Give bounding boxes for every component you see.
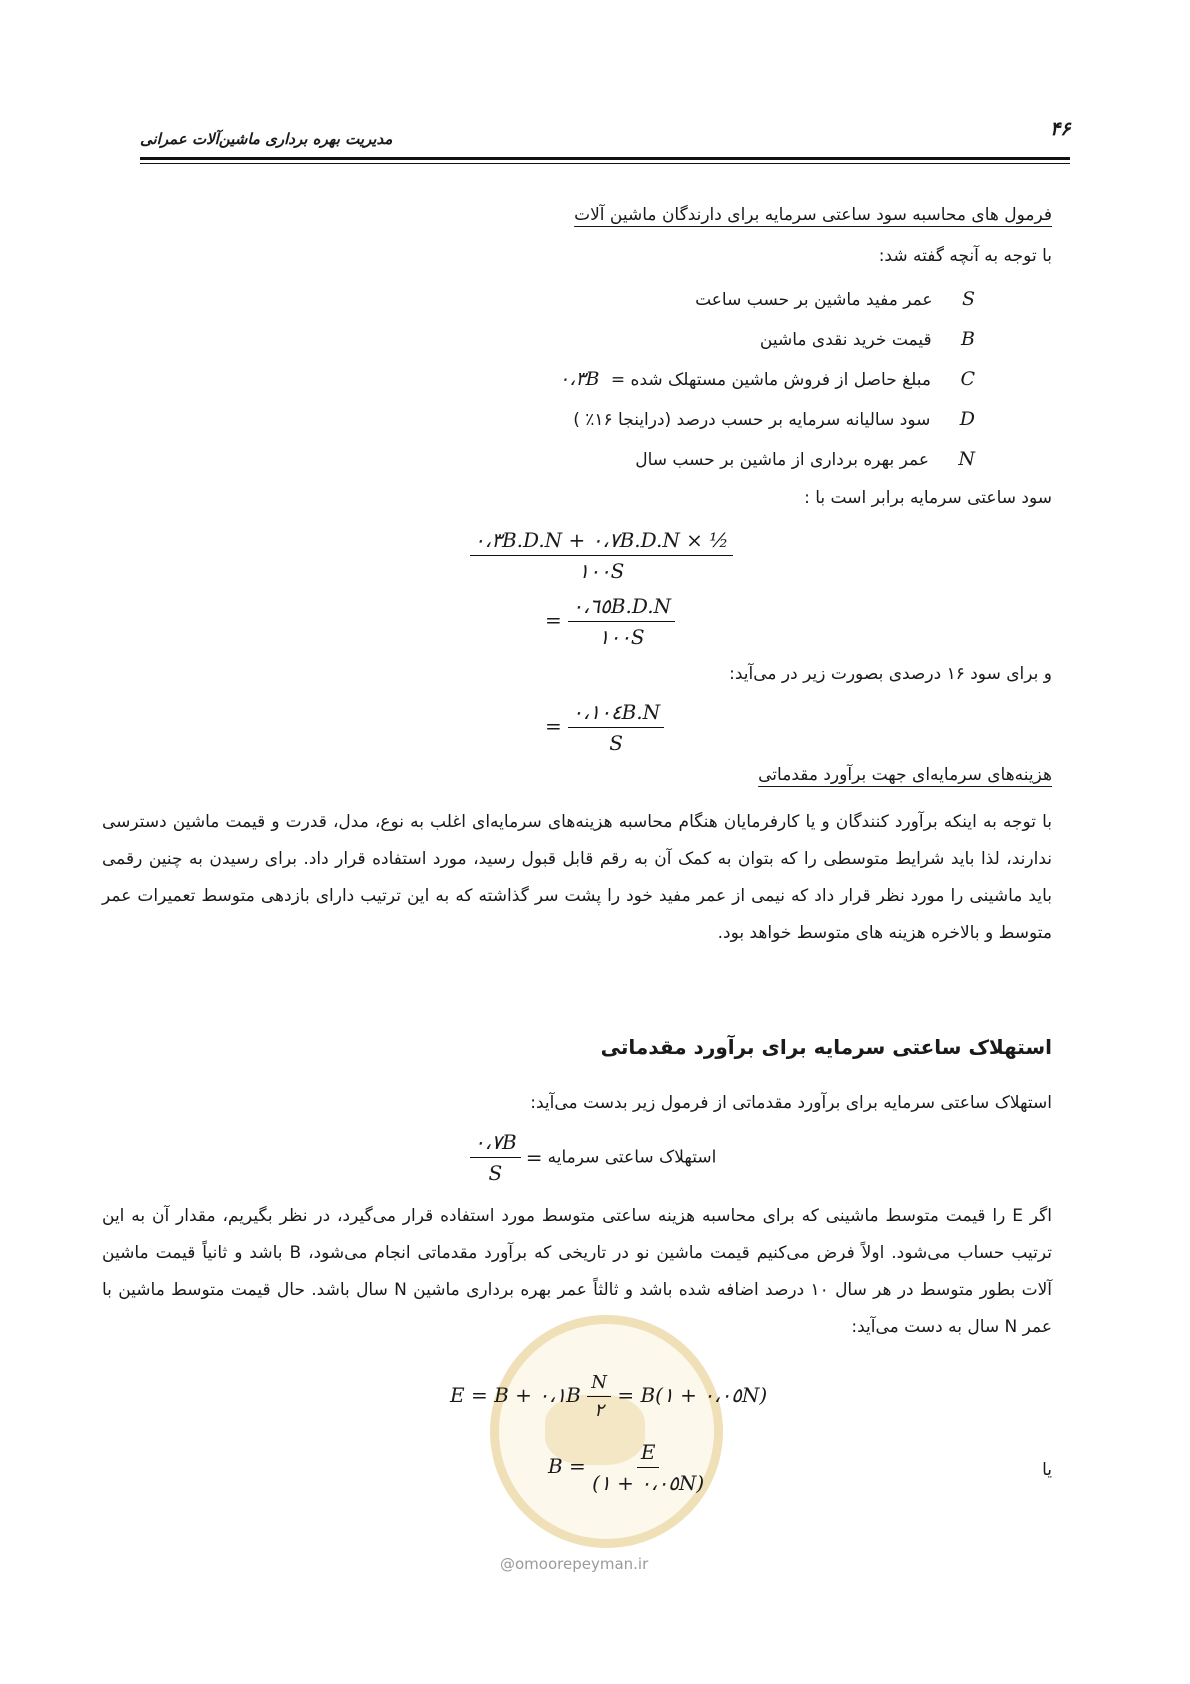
section-heading-hourly-profit: فرمول های محاسبه سود ساعتی سرمایه برای دارندگان ماشین آلات	[574, 205, 1052, 225]
intro-text: با توجه به آنچه گفته شد:	[878, 246, 1052, 266]
def-row-s	[695, 288, 975, 310]
eq2-den: (۱ + ۰،۰٥N)	[592, 1471, 705, 1495]
def-text-c: مبلغ حاصل از فروش ماشین مستهلک شده =	[610, 370, 932, 390]
sixteen-percent-text: و برای سود ۱۶ درصدی بصورت زیر در می‌آید:	[729, 664, 1052, 684]
formula3-denominator: S	[609, 731, 623, 755]
def-row-b	[760, 328, 975, 350]
symbol-d: D	[959, 408, 975, 430]
header-rule-thick	[140, 157, 1070, 160]
formula1-numerator: ۰،۳B.D.N + ۰،۷B.D.N × ½	[470, 528, 733, 556]
def-text-d: سود سالیانه سرمایه بر حسب درصد (دراینجا ۱۶٪ )	[573, 410, 931, 430]
depreciation-denominator: S	[488, 1161, 503, 1185]
symbol-c: C	[960, 368, 975, 390]
depreciation-numerator: ۰،۷B	[470, 1130, 521, 1158]
depreciation-intro: استهلاک ساعتی سرمایه برای برآورد مقدماتی از فرمول زیر بدست می‌آید:	[530, 1093, 1052, 1113]
average-price-paragraph: اگر E را قیمت متوسط ماشینی که برای محاسبه هزینه ساعتی متوسط مورد استفاده قرار می‌گیرد، در نظر بگیریم، مقدار آن به این ترتیب حساب می‌شود. اولاً فرض می‌کنیم قیمت ماشین نو در تاریخی که برآورد مقدماتی انجام می‌شود، B باشد و ثانیاً قیمت ماشین آلات بطور متوسط در هر سال ۱۰ درصد اضافه شده باشد و ثالثاً عمر بهره برداری ماشین N سال باشد. حال قیمت متوسط ماشین با عمر N سال به دست می‌آید:	[102, 1206, 1053, 1337]
depreciation-label: استهلاک ساعتی سرمایه	[547, 1147, 717, 1168]
def-row-d	[573, 408, 975, 430]
formula-depreciation	[470, 1130, 716, 1185]
section-heading-depreciation: استهلاک ساعتی سرمایه برای برآورد مقدماتی	[600, 1035, 1052, 1059]
formula2-denominator: ۱۰۰S	[598, 625, 645, 649]
watermark-site: @omoorepeyman.ir	[500, 1555, 649, 1573]
formula1-denominator: ۱۰۰S	[578, 559, 625, 583]
running-header-title: مدیریت بهره برداری ماشین‌آلات عمرانی	[140, 130, 393, 148]
page-number: ۴۶	[1050, 118, 1071, 140]
def-text-n: عمر بهره برداری از ماشین بر حسب سال	[635, 450, 929, 470]
symbol-n: N	[958, 448, 975, 470]
eq1-left: E = B + ۰،۱B	[450, 1383, 581, 1407]
equation-average-price	[450, 1372, 767, 1421]
depreciation-equals: =	[525, 1145, 543, 1170]
def-row-c	[559, 368, 975, 390]
capital-costs-paragraph: با توجه به اینکه برآورد کنندگان و یا کارفرمایان هنگام محاسبه هزینه‌های سرمایه‌ای اغلب به نوع، مدل، قدرت و قیمت ماشین دسترسی ندارند، لذا باید شرایط متوسطی را که بتوان به کمک آن به رقم قابل قبول رسید، مورد استفاده قرار داد. برای رسیدن به چنین رقمی باید ماشینی را مورد نظر قرار داد که نیمی از عمر مفید خود را پشت سر گذاشته که به این ترتیب دارای بازدهی متوسط تعمیرات عمر متوسط و بالاخره هزینه های متوسط خواهد بود.	[102, 812, 1052, 943]
symbol-s: S	[961, 288, 975, 310]
formula-profit-general	[470, 528, 733, 583]
formula-profit-simplified	[545, 594, 675, 649]
eq2-num: E	[637, 1440, 660, 1468]
formula3-equals: =	[545, 714, 562, 738]
def-text-s: عمر مفید ماشین بر حسب ساعت	[695, 290, 933, 310]
formula-profit-16	[545, 700, 664, 755]
header-rule-thin	[140, 163, 1070, 164]
symbol-b: B	[961, 328, 975, 350]
def-extra-c: ۰،۳B	[558, 368, 600, 390]
formula3-numerator: ۰،۱۰٤B.N	[568, 700, 664, 728]
eq1-frac-den: ۲	[594, 1400, 604, 1421]
eq1-frac-num: N	[587, 1372, 611, 1397]
eq2-left: B =	[548, 1454, 586, 1478]
def-row-n	[635, 448, 975, 470]
formula2-equals: =	[545, 608, 562, 632]
def-text-b: قیمت خرید نقدی ماشین	[759, 330, 932, 350]
eq1-right: = B(۱ + ۰،۰٥N)	[617, 1383, 768, 1407]
formula2-numerator: ۰،٦٥B.D.N	[568, 594, 675, 622]
section-heading-capital-costs: هزینه‌های سرمایه‌ای جهت برآورد مقدماتی	[758, 765, 1052, 785]
equals-text: سود ساعتی سرمایه برابر است با :	[804, 488, 1052, 508]
or-text: یا	[1042, 1460, 1052, 1480]
equation-new-price	[548, 1440, 704, 1495]
